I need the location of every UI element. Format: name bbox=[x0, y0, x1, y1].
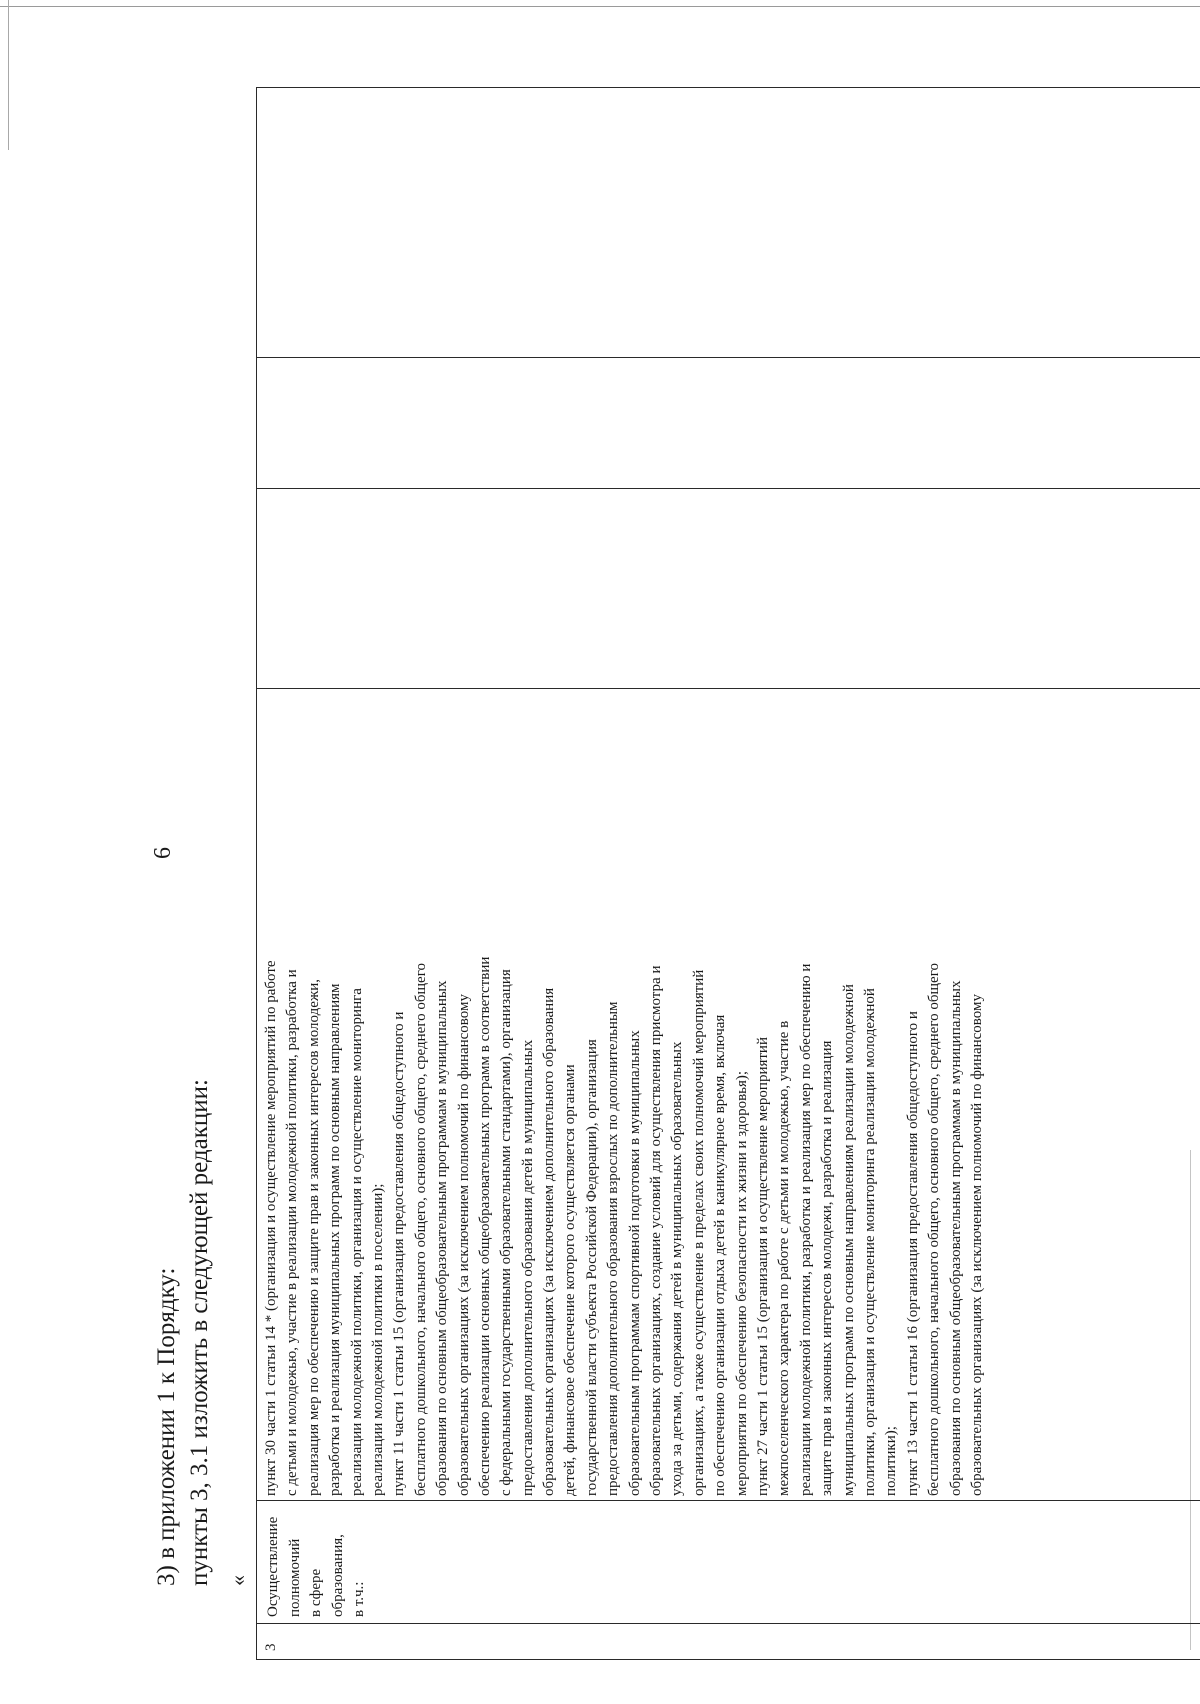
row-text-line: образовательных организациях (за исключением дополнительного образования bbox=[541, 987, 558, 1496]
row-text-line: с федеральными государственными образовательными стандартами), организация bbox=[498, 969, 515, 1496]
row-text-line: обеспечению реализации основных общеобразовательных программ в соответствии bbox=[476, 956, 493, 1496]
empty-cell-1 bbox=[257, 489, 1200, 689]
row-text-line: предоставления дополнительного образования взрослых по дополнительным bbox=[605, 1001, 622, 1496]
row-text-line: политики); bbox=[883, 1426, 900, 1496]
row-text-line: пункт 11 части 1 статьи 15 (организация предоставления общедоступного и bbox=[391, 1011, 408, 1496]
row-text-line: реализации молодежной политики, разработка и реализация мер по обеспечению и bbox=[797, 963, 814, 1496]
row-name-line: в т.ч.: bbox=[351, 1581, 367, 1617]
row-text-line: с детьми и молодежью, участие в реализации молодежной политики, разработка и bbox=[284, 969, 301, 1496]
row-text-line: реализации молодежной политики в поселении); bbox=[369, 1183, 386, 1496]
row-name-line: образования, bbox=[329, 1534, 346, 1617]
row-text-line: бесплатного дошкольного, начального общего, основного общего, среднего общего bbox=[412, 963, 429, 1496]
row-text-line: реализация мер по обеспечению и защите прав и законных интересов молодежи, bbox=[305, 978, 322, 1496]
amendment-heading bbox=[150, 1079, 216, 1586]
row-text-line: пункт 13 части 1 статьи 16 (организация предоставления общедоступного и bbox=[904, 1011, 921, 1496]
row-text-line: политики, организация и осуществление мониторинга реализации молодежной bbox=[861, 988, 878, 1496]
row-text-line: образовательных организациях, создание условий для осуществления присмотра и bbox=[648, 965, 665, 1496]
row-name-line: Осуществление bbox=[265, 1516, 281, 1617]
empty-cell-3 bbox=[257, 88, 1200, 358]
row-name bbox=[257, 1501, 371, 1623]
heading-line-2: пункты 3, 3.1 изложить в следующей редакции: bbox=[186, 1079, 213, 1586]
row-name-cell bbox=[257, 1501, 1200, 1624]
row-text-line: образования по основным общеобразовательным программам в муниципальных bbox=[434, 980, 451, 1496]
opening-quote: « bbox=[225, 1575, 250, 1586]
row-text-line: бесплатного дошкольного, начального общего, основного общего, среднего общего bbox=[926, 963, 943, 1496]
row-text-line: пункт 27 части 1 статьи 15 (организация и осуществление мероприятий bbox=[754, 1037, 771, 1496]
row-text-line: образовательных организациях (за исключением полномочий по финансовому bbox=[968, 994, 985, 1496]
row-text-line: пункт 30 части 1 статьи 14 * (организация и осуществление мероприятий по работе bbox=[263, 960, 279, 1496]
row-text-line: по обеспечению организации отдыха детей в каникулярное время, включая bbox=[712, 1014, 729, 1496]
row-text-line: муниципальных программ по основным направлениям реализации молодежной bbox=[840, 984, 857, 1496]
row-text-line: мероприятия по обеспечению безопасности их жизни и здоровья); bbox=[733, 1070, 750, 1496]
row-text-cell bbox=[257, 689, 1200, 1501]
row-text-line: образования по основным общеобразовательным программам в муниципальных bbox=[947, 980, 964, 1496]
powers-table bbox=[256, 87, 1200, 1660]
row-text-line: детей, финансовое обеспечение которого осуществляется органами bbox=[562, 1064, 579, 1496]
row-text-line: ухода за детьми, содержания детей в муниципальных образовательных bbox=[669, 1041, 686, 1496]
heading-line-1: 3) в приложении 1 к Порядку: bbox=[153, 1267, 180, 1586]
row-text bbox=[257, 689, 988, 1500]
row-text-line: образовательным программам спортивной подготовки в муниципальных bbox=[626, 1030, 643, 1496]
row-name-line: полномочий bbox=[286, 1538, 303, 1617]
row-text-line: предоставления дополнительного образования детей в муниципальных bbox=[519, 1039, 536, 1496]
row-number-cell bbox=[257, 1624, 1200, 1660]
row-text-line: защите прав и законных интересов молодежи, разработка и реализация bbox=[819, 1040, 836, 1496]
table-row bbox=[257, 88, 1200, 1660]
row-text-line: реализации молодежной политики, организация и осуществление мониторинга bbox=[348, 988, 365, 1496]
row-text-line: образовательных организациях (за исключением полномочий по финансовому bbox=[455, 994, 472, 1496]
row-number: 3 bbox=[263, 1643, 279, 1651]
empty-cell-2 bbox=[257, 358, 1200, 489]
row-name-line: в сфере bbox=[308, 1568, 324, 1617]
row-text-line: разработка и реализация муниципальных программ по основным направлениям bbox=[327, 983, 344, 1496]
row-text-line: организациях, а также осуществление в пределах своих полномочий мероприятий bbox=[690, 969, 707, 1496]
row-text-line: государственной власти субъекта Российской Федерации), организация bbox=[583, 1039, 600, 1496]
row-text-line: межпоселенческого характера по работе с детьми и молодежью, участие в bbox=[776, 1020, 793, 1496]
page-number: 6 bbox=[150, 847, 176, 859]
